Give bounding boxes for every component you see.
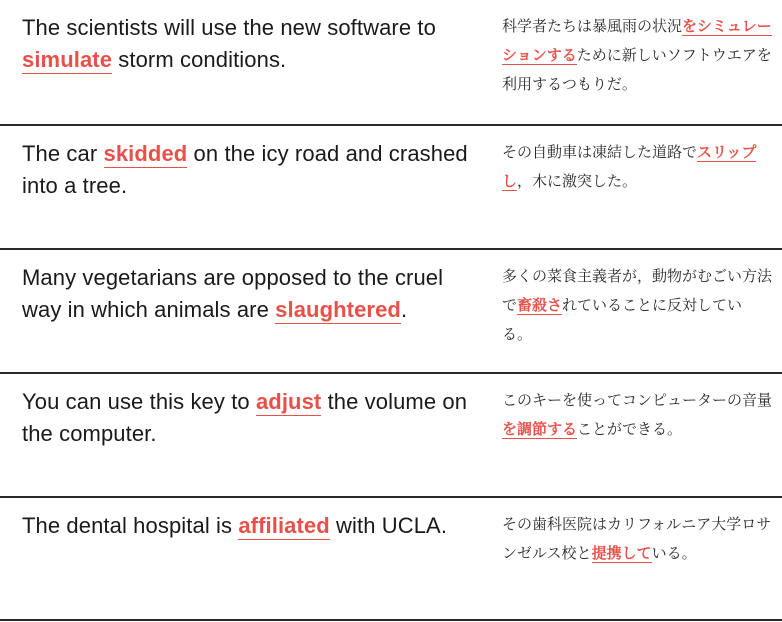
english-text: The car: [22, 141, 104, 166]
english-text: .: [400, 297, 408, 322]
japanese-text: ために新しいソフトウエアを利用するつもりだ。: [502, 46, 772, 93]
english-text: with UCLA.: [329, 513, 448, 538]
english-text: storm conditions.: [112, 47, 287, 72]
english-text: the volume on the computer.: [22, 389, 468, 446]
keyword-english: adjust: [255, 389, 322, 414]
english-sentence: [22, 138, 482, 202]
japanese-translation: [502, 12, 772, 99]
english-sentence: [22, 510, 482, 542]
english-sentence: [22, 12, 482, 76]
keyword-japanese: を調節する: [502, 420, 578, 438]
entry-row: [0, 374, 782, 495]
japanese-translation: [502, 138, 772, 196]
japanese-text: その自動車は凍結した道路で: [502, 143, 698, 161]
japanese-translation: [502, 510, 772, 568]
keyword-english: slaughtered: [275, 297, 401, 322]
entry-row: [0, 250, 782, 371]
keyword-english: simulate: [22, 47, 113, 72]
japanese-text: れていることに反対している。: [502, 296, 743, 343]
keyword-japanese: 畜殺さ: [517, 296, 563, 314]
entry-row: [0, 126, 782, 247]
keyword-japanese: 提携して: [591, 544, 652, 562]
japanese-text: 科学者たちは暴風雨の状況: [502, 17, 683, 35]
keyword-english: skidded: [103, 141, 188, 166]
japanese-text: 多くの菜食主義者が，動物がむごい方法で: [502, 267, 773, 314]
english-text: You can use this key to: [22, 389, 256, 414]
english-sentence: [22, 386, 482, 450]
divider: [0, 619, 782, 621]
english-text: The scientists will use the new software to: [22, 15, 436, 40]
keyword-english: affiliated: [238, 513, 330, 538]
english-sentence: [22, 262, 482, 326]
keyword-japanese: をシミュレーションする: [502, 17, 772, 64]
english-text: on the icy road and crashed into a tree.: [22, 141, 468, 198]
japanese-translation: [502, 386, 772, 444]
japanese-text: ことができる。: [577, 420, 683, 438]
english-text: The dental hospital is: [22, 513, 239, 538]
keyword-japanese: スリップし: [502, 143, 757, 190]
entry-row: [0, 498, 782, 619]
japanese-text: このキーを使ってコンピューターの音量: [502, 391, 773, 409]
japanese-translation: [502, 262, 772, 349]
japanese-text: その歯科医院はカリフォルニア大学ロサンゼルス校と: [502, 515, 772, 562]
entry-row: [0, 0, 782, 121]
japanese-text: いる。: [651, 544, 697, 562]
japanese-text: ，木に激突した。: [517, 172, 638, 190]
english-text: Many vegetarians are opposed to the cruel way in which animals are: [22, 265, 444, 322]
